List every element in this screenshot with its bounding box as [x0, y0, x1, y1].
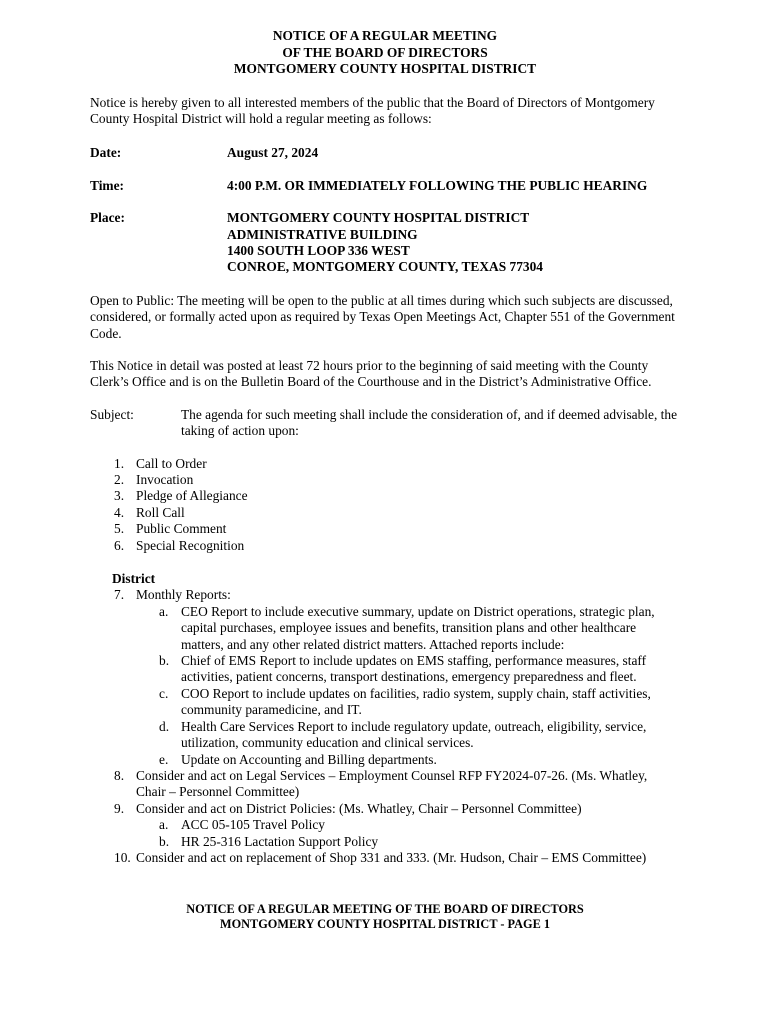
sub-text: CEO Report to include executive summary, update on District operations, strategic plan, capital purchases, employee issues and benefits, transition plans and other healthcare matters, and any other related district matters. Attached reports include:: [181, 603, 655, 652]
date-label: Date:: [90, 145, 122, 161]
item-text: Public Comment: [136, 521, 227, 537]
item-text: Call to Order: [136, 455, 207, 471]
agenda-item-10: [90, 850, 680, 866]
time-label: Time:: [90, 177, 124, 193]
posted-notice-paragraph: This Notice in detail was posted at least 72 hours prior to the beginning of said meeting with the County Clerk’s Office and is on the Bulletin Board of the Courthouse and in the District’s Administrative Office.: [90, 357, 652, 390]
sub-letter: a.: [159, 603, 169, 619]
sub-letter: a.: [159, 817, 169, 833]
date-value: August 27, 2024: [227, 145, 319, 161]
list-item: [90, 488, 680, 504]
footer-line-2: MONTGOMERY COUNTY HOSPITAL DISTRICT - PAGE 1: [219, 917, 551, 931]
item-number: 7.: [114, 587, 125, 603]
item-number: 10.: [114, 849, 131, 865]
page-footer: [0, 902, 770, 932]
item-number: 3.: [114, 488, 125, 504]
list-item: [90, 472, 680, 488]
sub-letter: b.: [159, 833, 170, 849]
item-number: 1.: [114, 455, 125, 471]
place-line-3: 1400 SOUTH LOOP 336 WEST: [227, 242, 410, 258]
list-item: [90, 521, 680, 537]
item-number: 8.: [114, 767, 125, 783]
list-item: [90, 538, 680, 554]
place-line-2: ADMINISTRATIVE BUILDING: [227, 226, 418, 242]
open-to-public-paragraph: Open to Public: The meeting will be open to the public at all times during which such subjects are discussed, considered, or formally acted upon as required by Texas Open Meetings Act, Chapter 551 of the Government Code.: [90, 292, 675, 341]
sub-item-7d: [136, 719, 680, 752]
sub-text: HR 25-316 Lactation Support Policy: [181, 833, 379, 849]
footer-line-1: NOTICE OF A REGULAR MEETING OF THE BOARD OF DIRECTORS: [186, 902, 584, 916]
intro-paragraph: Notice is hereby given to all interested members of the public that the Board of Directors of Montgomery County Hospital District will hold a regular meeting as follows:: [90, 94, 655, 126]
agenda-opening-list: [90, 456, 680, 554]
sub-text: ACC 05-105 Travel Policy: [181, 817, 325, 833]
list-item: [90, 456, 680, 472]
time-value: 4:00 P.M. OR IMMEDIATELY FOLLOWING THE PUBLIC HEARING: [227, 177, 648, 193]
title-line-3: MONTGOMERY COUNTY HOSPITAL DISTRICT: [233, 61, 537, 76]
item-number: 4.: [114, 504, 125, 520]
item-text: Roll Call: [136, 504, 185, 520]
sub-text: Health Care Services Report to include regulatory update, outreach, eligibility, service, utilization, community education and clinical services.: [181, 718, 647, 751]
sub-letter: c.: [159, 685, 169, 701]
item-number: 5.: [114, 521, 125, 537]
subject-label: Subject:: [90, 406, 134, 422]
subject-row: [90, 407, 680, 440]
place-value: [227, 210, 680, 276]
item-text: Monthly Reports:: [136, 587, 231, 603]
sub-text: Update on Accounting and Billing departments.: [181, 751, 437, 767]
item-text: Pledge of Allegiance: [136, 488, 248, 504]
agenda-item-7: [90, 587, 680, 603]
sub-text: COO Report to include updates on facilities, radio system, supply chain, staff activities, community paramedicine, and IT.: [181, 685, 651, 718]
place-label: Place:: [90, 210, 125, 226]
place-line-4: CONROE, MONTGOMERY COUNTY, TEXAS 77304: [227, 259, 543, 275]
title-line-2: OF THE BOARD OF DIRECTORS: [282, 44, 488, 60]
agenda-item-8: [90, 768, 680, 801]
district-heading: District: [112, 571, 156, 587]
list-item: [90, 505, 680, 521]
sub-letter: d.: [159, 718, 170, 734]
sub-letter: e.: [159, 751, 169, 767]
title-line-1: NOTICE OF A REGULAR MEETING: [272, 28, 498, 43]
sub-item-7b: [136, 653, 680, 686]
sub-text: Chief of EMS Report to include updates on EMS staffing, performance measures, staff activities, patient concerns, transport destinations, emergency preparedness and fleet.: [181, 653, 647, 685]
notice-title: [90, 28, 680, 78]
sub-item-7a: [136, 604, 680, 653]
sub-item-7c: [136, 686, 680, 719]
item-number: 2.: [114, 472, 125, 487]
place-line-1: MONTGOMERY COUNTY HOSPITAL DISTRICT: [227, 210, 530, 226]
sub-item-9b: [136, 834, 680, 850]
item-number: 6.: [114, 537, 125, 553]
item-text: Consider and act on Legal Services – Employment Counsel RFP FY2024-07-26. (Ms. Whatley, Chair – Personnel Committee): [136, 767, 648, 800]
sub-letter: b.: [159, 653, 170, 669]
sub-item-9a: [136, 817, 680, 833]
item-text: Special Recognition: [136, 537, 245, 553]
agenda-item-9: [90, 801, 680, 817]
item-number: 9.: [114, 800, 125, 816]
document-page: [90, 28, 680, 866]
sub-item-7e: [136, 752, 680, 768]
time-row: [90, 178, 680, 194]
item-text: Consider and act on District Policies: (Ms. Whatley, Chair – Personnel Committee): [136, 800, 582, 816]
subject-text: The agenda for such meeting shall include the consideration of, and if deemed advisable, the taking of action upon:: [181, 406, 678, 439]
date-row: [90, 145, 680, 161]
item-text: Consider and act on replacement of Shop 331 and 333. (Mr. Hudson, Chair – EMS Committee): [136, 849, 647, 865]
item-text: Invocation: [136, 472, 194, 487]
place-row: [90, 210, 680, 276]
